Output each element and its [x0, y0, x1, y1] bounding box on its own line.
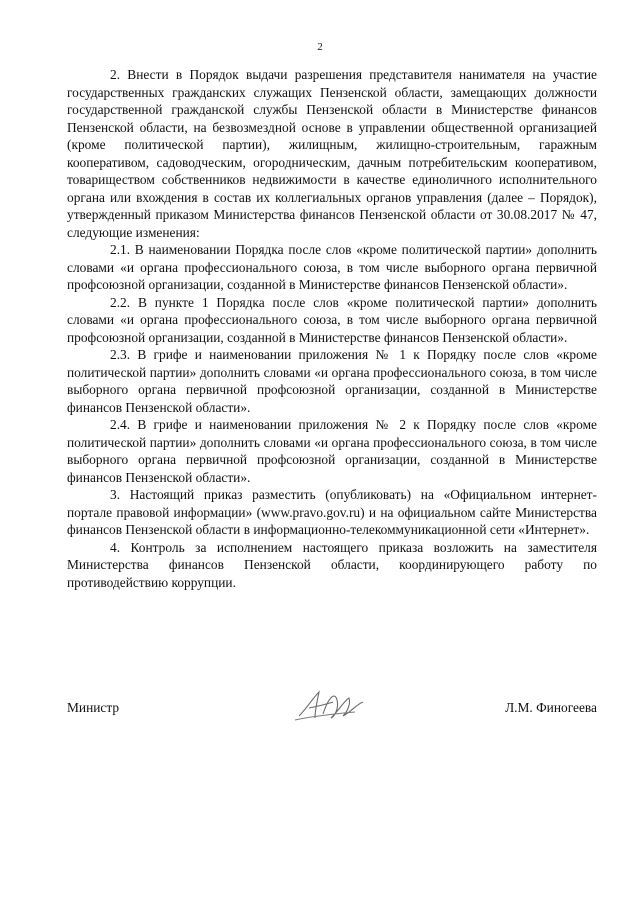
signature-block — [67, 700, 597, 740]
paragraph-2-4: 2.4. В грифе и наименовании приложения № 2 к Порядку после слов «кроме политической партии» дополнить словами «и органа профессионального союза, в том числе выборного органа первичной профсоюзной организации, созданной в Министерстве финансов Пензенской области». — [67, 417, 597, 485]
paragraph-2: 2. Внести в Порядок выдачи разрешения представителя нанимателя на участие государственных гражданских служащих Пензенской области, замещающих должности государственной гражданской службы Пензенской области в Министерстве финансов Пензенской области, на безвозмездной основе в управлении общественной организацией (кроме политической партии), жилищным, жилищно-строительным, гаражным кооперативом, садоводческим, огородническим, дачным потребительским кооперативом, товариществом собственников недвижимости в качестве единоличного исполнительного органа или вхождения в состав их коллегиальных органов управления (далее – Порядок), утвержденный приказом Министерства финансов Пензенской области от 30.08.2017 № 47, следующие изменения: — [67, 67, 597, 240]
document-body — [67, 66, 597, 591]
signatory-title: Министр — [67, 700, 120, 715]
paragraph-2-2: 2.2. В пункте 1 Порядка после слов «кроме политической партии» дополнить словами «и органа профессионального союза, в том числе выборного органа первичной профсоюзной организации, созданной в Министерстве финансов Пензенской области». — [67, 294, 597, 345]
page-number: 2 — [317, 41, 323, 53]
paragraph-4: 4. Контроль за исполнением настоящего приказа возложить на заместителя Министерства финансов Пензенской области, координирующего работу по противодействию коррупции. — [67, 539, 597, 590]
handwritten-signature — [293, 686, 373, 724]
paragraph-2-1: 2.1. В наименовании Порядка после слов «кроме политической партии» дополнить словами «и органа профессионального союза, в том числе выборного органа первичной профсоюзной организации, созданной в Министерстве финансов Пензенской области». — [67, 242, 597, 292]
paragraph-3: 3. Настоящий приказ разместить (опубликовать) на «Официальном интернет-портале правовой информации» (www.pravo.gov.ru) и на официальном сайте Министерства финансов Пензенской области в информационно-телекоммуникационной сети «Интернет». — [67, 487, 597, 537]
paragraph-2-3: 2.3. В грифе и наименовании приложения № 1 к Порядку после слов «кроме политической партии» дополнить словами «и органа профессионального союза, в том числе выборного органа первичной профсоюзной организации, созданной в Министерстве финансов Пензенской области». — [67, 347, 597, 415]
signatory-name: Л.М. Финогеева — [505, 700, 597, 715]
